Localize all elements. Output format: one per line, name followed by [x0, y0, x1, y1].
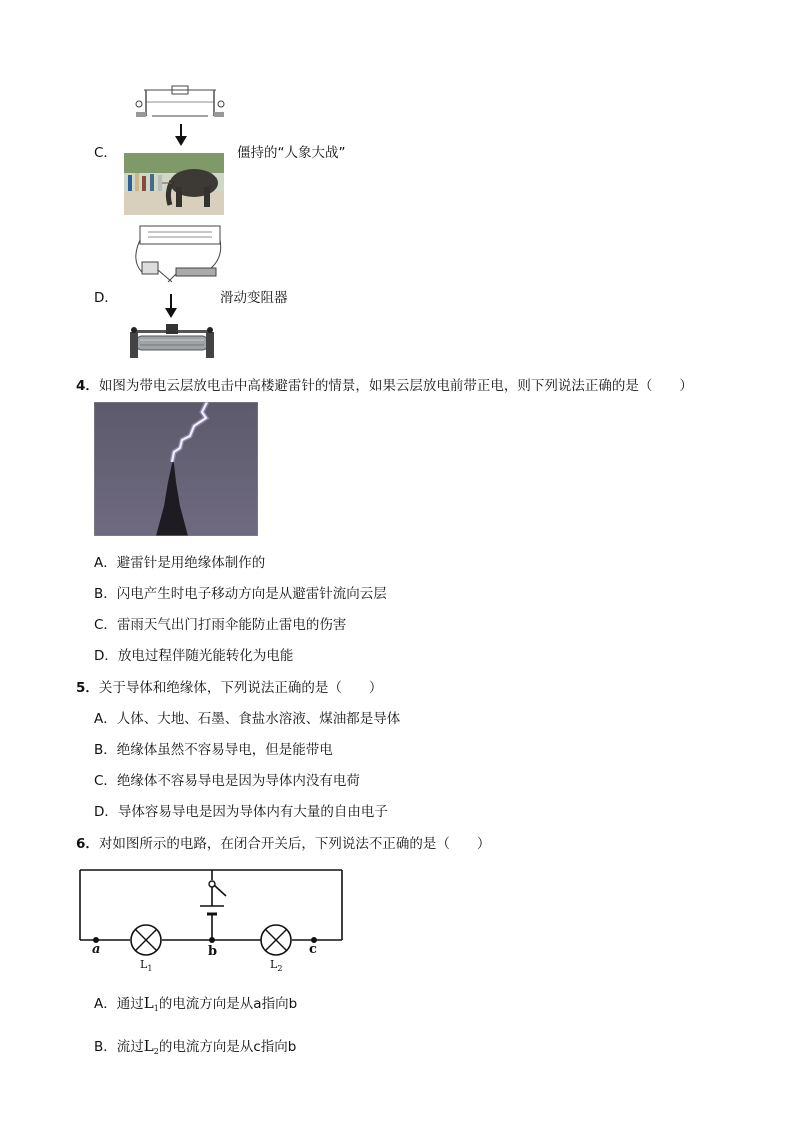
option-letter: D．: [94, 804, 118, 820]
option-text: 通过: [116, 996, 144, 1012]
rheostat-circuit-sketch: [128, 222, 224, 290]
sliding-rheostat-photo: [130, 324, 214, 362]
option-text: 的电流方向是从a指向b: [158, 996, 298, 1012]
option-text: 雷雨天气出门打雨伞能防止雷电的伤害: [116, 617, 347, 633]
option-letter: C．: [94, 617, 117, 633]
question-5-number: 5．: [76, 680, 99, 696]
option-text: 的电流方向是从c指向b: [158, 1039, 297, 1055]
question-5-text: 关于导体和绝缘体，下列说法正确的是（ ）: [98, 680, 383, 696]
option-text: 绝缘体不容易导电是因为导体内没有电荷: [116, 773, 360, 789]
q3-option-d-text: 滑动变阻器: [220, 290, 288, 306]
question-4-stem: [76, 374, 693, 394]
circuit-label-l2: [270, 958, 282, 973]
option-text: 闪电产生时电子移动方向是从避雷针流向云层: [116, 586, 387, 602]
question-6-text: 对如图所示的电路，在闭合开关后，下列说法不正确的是（ ）: [98, 836, 491, 852]
question-5-option-d[interactable]: [94, 800, 388, 820]
question-5-option-a[interactable]: [94, 707, 400, 727]
option-letter: B．: [94, 1039, 117, 1055]
option-letter: A．: [94, 555, 117, 571]
circuit-diagram: [76, 862, 348, 978]
battery-icon: [200, 900, 224, 914]
question-4-option-c[interactable]: [94, 613, 346, 633]
lamp-subscript: 2: [277, 964, 283, 973]
option-letter: B．: [94, 586, 117, 602]
lightning-tower-photo: [94, 402, 258, 536]
option-text: 导体容易导电是因为导体内有大量的自由电子: [117, 804, 388, 820]
option-text: 绝缘体虽然不容易导电，但是能带电: [116, 742, 333, 758]
q3-option-c-text: 僵持的“人象大战”: [237, 145, 346, 161]
question-4-number: 4．: [76, 378, 99, 394]
lamp-letter: L: [270, 958, 278, 971]
rope-apparatus-figure: [134, 80, 226, 124]
option-text: 避雷针是用绝缘体制作的: [116, 555, 266, 571]
question-6-stem: [76, 832, 490, 852]
circuit-label-c: c: [309, 942, 317, 957]
circuit-label-a: a: [92, 942, 101, 957]
question-5-option-b[interactable]: [94, 738, 333, 758]
question-5-stem: [76, 676, 382, 696]
question-6-number: 6．: [76, 836, 99, 852]
lamp-subscript: 1: [153, 1004, 159, 1013]
option-letter: A．: [94, 996, 117, 1012]
down-arrow-icon: [164, 294, 178, 318]
option-text: 人体、大地、石墨、食盐水溶液、煤油都是导体: [116, 711, 401, 727]
lamp-letter: L: [143, 994, 154, 1012]
question-4-option-d[interactable]: [94, 644, 293, 664]
lamp-l1-icon: [131, 925, 161, 955]
lamp-letter: L: [143, 1037, 154, 1055]
lamp-l2-icon: [261, 925, 291, 955]
q3-option-d-letter: D．: [94, 290, 118, 306]
option-letter: B．: [94, 742, 117, 758]
question-6-option-a[interactable]: [94, 992, 297, 1013]
option-text: 放电过程伴随光能转化为电能: [117, 648, 294, 664]
option-text: 流过: [116, 1039, 144, 1055]
lamp-letter: L: [140, 958, 148, 971]
option-letter: D．: [94, 648, 118, 664]
q3-option-c-letter: C．: [94, 145, 117, 161]
question-6-option-b[interactable]: [94, 1035, 296, 1056]
elephant-tug-of-war-photo: [124, 153, 224, 215]
question-4-option-b[interactable]: [94, 582, 387, 602]
circuit-label-l1: [140, 958, 152, 973]
question-4-option-a[interactable]: [94, 551, 265, 571]
lamp-subscript: 1: [147, 964, 153, 973]
question-5-option-c[interactable]: [94, 769, 360, 789]
lamp-subscript: 2: [153, 1047, 159, 1056]
option-letter: A．: [94, 711, 117, 727]
circuit-label-b: b: [208, 944, 218, 959]
option-letter: C．: [94, 773, 117, 789]
question-4-text: 如图为带电云层放电击中高楼避雷针的情景，如果云层放电前带正电，则下列说法正确的是（ ）: [98, 378, 693, 394]
down-arrow-icon: [174, 124, 188, 146]
